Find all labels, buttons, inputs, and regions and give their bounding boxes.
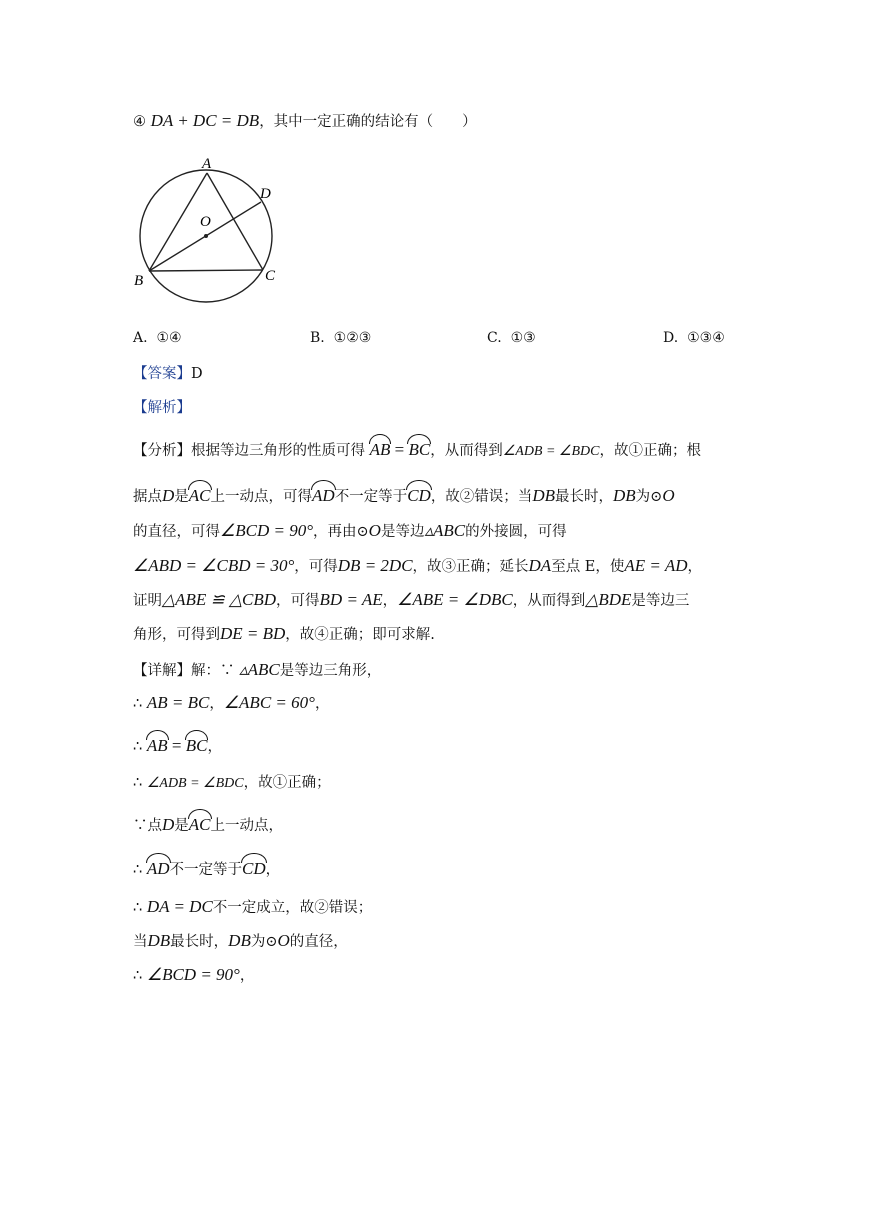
- analysis-tag-line: [133, 396, 191, 417]
- fenxi-line-4: ∠ABD = ∠CBD = 30°，可得DB = 2DC，故③正确；延长DA至点 E，使AE = AD，: [133, 556, 703, 575]
- xiangjie-line-2: ∴ AB = BC，∠ABC = 60°，: [133, 693, 330, 712]
- fenxi-line-3: 的直径，可得∠BCD = 90°，再由⊙O是等边▵ABC的外接圆，可得: [133, 521, 567, 540]
- question-formula: DA + DC = DB: [150, 111, 260, 130]
- label-d: D: [260, 186, 271, 202]
- label-o: O: [200, 214, 211, 230]
- option-a: A. ①④: [133, 330, 182, 346]
- label-c: C: [265, 268, 276, 284]
- answer-tag: 【答案】: [133, 366, 191, 382]
- segment-ab: [149, 173, 207, 271]
- option-c: C. ①③: [487, 330, 536, 346]
- answer-value: D: [191, 366, 203, 382]
- segment-bc: [149, 270, 263, 271]
- center-point: [204, 234, 208, 238]
- xiangjie-line-4: ∴ ∠ADB = ∠BDC，故①正确；: [133, 775, 331, 791]
- circled-number: ④: [133, 114, 146, 130]
- fenxi-line-5: 证明△ABE ≌ △CBD，可得BD = AE，∠ABE = ∠DBC，从而得到△BDE是等边三: [133, 590, 690, 609]
- xiangjie-line-9: ∴ ∠BCD = 90°，: [133, 965, 255, 984]
- label-b: B: [134, 273, 144, 289]
- label-a: A: [202, 156, 212, 172]
- circle-figure: [128, 152, 288, 312]
- answer-line: [133, 362, 203, 383]
- xiangjie-line-5: ∵点D是AC上一动点，: [133, 809, 283, 835]
- xiangjie-line-6: ∴ AD不一定等于CD，: [133, 853, 280, 879]
- fenxi-line-2: 据点D是AC上一动点，可得AD不一定等于CD，故②错误；当DB最长时，DB为⊙O: [133, 480, 675, 506]
- question-text: ，其中一定正确的结论有（ ）: [259, 114, 477, 130]
- question-tail: [133, 110, 477, 131]
- xiangjie-line-8: 当DB最长时，DB为⊙O的直径，: [133, 931, 348, 950]
- xiangjie-line-3: ∴ AB = BC，: [133, 730, 222, 756]
- option-b: B. ①②③: [310, 330, 372, 346]
- segment-ac: [207, 173, 263, 270]
- option-d: D. ①③④: [663, 330, 725, 346]
- fenxi-line-1: 【分析】根据等边三角形的性质可得 AB = BC，从而得到∠ADB = ∠BDC，故①正确；根: [133, 434, 701, 460]
- xiangjie-line-1: 【详解】解：∵ ▵ABC是等边三角形，: [133, 660, 382, 679]
- analysis-tag: 【解析】: [133, 400, 191, 416]
- fenxi-line-6: 角形，可得到DE = BD，故④正确；即可求解.: [133, 624, 435, 643]
- xiangjie-line-7: ∴ DA = DC不一定成立，故②错误；: [133, 897, 373, 916]
